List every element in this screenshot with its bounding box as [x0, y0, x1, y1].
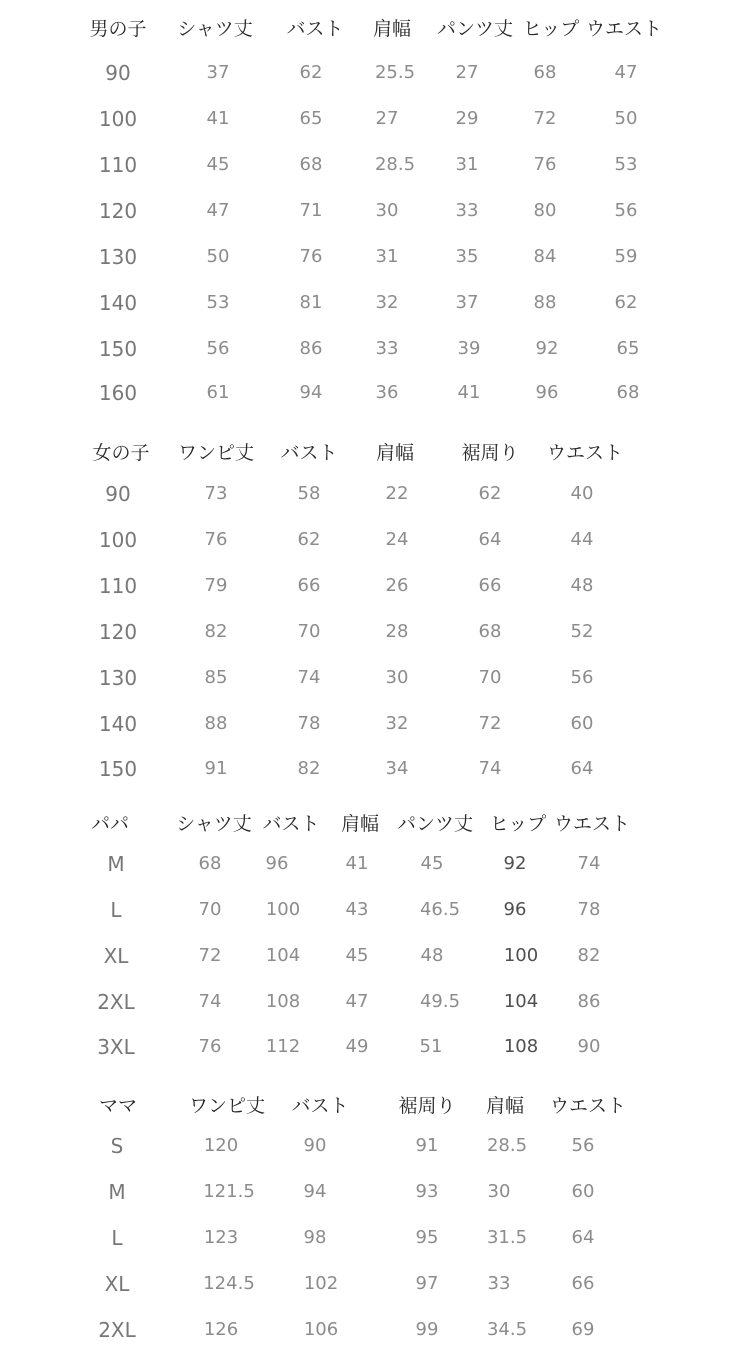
table-cell: 56 — [571, 1135, 595, 1156]
table-cell: 106 — [303, 1319, 339, 1340]
girls-header-dress-length: ワンピ丈 — [177, 442, 255, 464]
table-cell: 28 — [385, 621, 409, 642]
table-cell: 78 — [297, 713, 321, 734]
table-cell: 70 — [478, 667, 502, 688]
size-label: 140 — [98, 712, 138, 736]
table-row — [0, 982, 750, 1022]
table-cell: 74 — [198, 991, 222, 1012]
table-cell: 79 — [204, 575, 228, 596]
papa-header-waist: ウエスト — [553, 813, 631, 835]
table-cell: 74 — [577, 853, 601, 874]
table-cell: 82 — [204, 621, 228, 642]
table-cell: 90 — [577, 1036, 601, 1057]
size-label: 3XL — [97, 1035, 135, 1059]
table-cell: 91 — [415, 1135, 439, 1156]
table-cell: 48 — [420, 945, 444, 966]
table-row — [0, 373, 750, 413]
table-cell: 102 — [303, 1273, 339, 1294]
table-cell: 68 — [478, 621, 502, 642]
table-cell: 59 — [614, 246, 638, 267]
size-label: 140 — [98, 291, 138, 315]
table-cell: 47 — [614, 62, 638, 83]
table-cell: 41 — [457, 382, 481, 403]
table-cell: 73 — [204, 483, 228, 504]
table-row — [0, 474, 750, 514]
table-cell: 26 — [385, 575, 409, 596]
boys-header-pants-length: パンツ丈 — [436, 18, 514, 40]
table-cell: 45 — [345, 945, 369, 966]
girls-header-bust: バスト — [280, 442, 338, 464]
table-cell: 37 — [455, 292, 479, 313]
table-cell: 68 — [198, 853, 222, 874]
table-cell: 60 — [571, 1181, 595, 1202]
table-row — [0, 99, 750, 139]
table-cell: 78 — [577, 899, 601, 920]
size-label: 100 — [98, 528, 138, 552]
table-cell: 44 — [570, 529, 594, 550]
table-row — [0, 1218, 750, 1258]
size-label: 100 — [98, 107, 138, 131]
table-row — [0, 704, 750, 744]
table-cell: 64 — [478, 529, 502, 550]
table-cell: 90 — [303, 1135, 327, 1156]
table-cell: 92 — [535, 338, 559, 359]
table-cell: 30 — [487, 1181, 511, 1202]
table-row — [0, 658, 750, 698]
size-label: 110 — [98, 574, 138, 598]
table-cell: 62 — [614, 292, 638, 313]
table-cell: 49.5 — [419, 991, 461, 1012]
table-cell: 56 — [614, 200, 638, 221]
table-cell: 96 — [535, 382, 559, 403]
table-cell: 68 — [616, 382, 640, 403]
size-label: 120 — [98, 620, 138, 644]
table-cell: 108 — [503, 1036, 539, 1057]
table-row — [0, 145, 750, 185]
table-cell: 76 — [198, 1036, 222, 1057]
table-cell: 72 — [478, 713, 502, 734]
table-cell: 29 — [455, 108, 479, 129]
table-cell: 28.5 — [374, 154, 416, 175]
table-row — [0, 1027, 750, 1067]
size-label: 2XL — [98, 1318, 136, 1342]
table-cell: 93 — [415, 1181, 439, 1202]
girls-header-hem: 裾周り — [461, 442, 519, 464]
table-row — [0, 191, 750, 231]
table-cell: 40 — [570, 483, 594, 504]
papa-header-bust: バスト — [262, 813, 320, 835]
table-cell: 126 — [203, 1319, 239, 1340]
table-row — [0, 53, 750, 93]
table-cell: 64 — [570, 758, 594, 779]
papa-header-pants-length: パンツ丈 — [396, 813, 474, 835]
table-cell: 48 — [570, 575, 594, 596]
table-cell: 68 — [299, 154, 323, 175]
table-cell: 36 — [375, 382, 399, 403]
table-cell: 37 — [206, 62, 230, 83]
table-cell: 86 — [577, 991, 601, 1012]
table-cell: 84 — [533, 246, 557, 267]
table-cell: 104 — [503, 991, 539, 1012]
size-label: L — [111, 1226, 123, 1250]
table-cell: 120 — [203, 1135, 239, 1156]
papa-header-hip: ヒップ — [489, 813, 547, 835]
table-cell: 43 — [345, 899, 369, 920]
boys-header-shoulder: 肩幅 — [372, 18, 412, 40]
table-cell: 69 — [571, 1319, 595, 1340]
table-cell: 97 — [415, 1273, 439, 1294]
table-cell: 70 — [198, 899, 222, 920]
mama-header-hem: 裾周り — [398, 1095, 456, 1117]
size-label: XL — [103, 944, 129, 968]
table-cell: 85 — [204, 667, 228, 688]
mama-header-bust: バスト — [291, 1095, 349, 1117]
table-cell: 65 — [616, 338, 640, 359]
table-cell: 30 — [385, 667, 409, 688]
table-cell: 31 — [455, 154, 479, 175]
girls-header-row — [0, 433, 750, 473]
table-cell: 88 — [533, 292, 557, 313]
table-cell: 95 — [415, 1227, 439, 1248]
table-cell: 56 — [570, 667, 594, 688]
size-label: XL — [104, 1272, 130, 1296]
table-cell: 53 — [614, 154, 638, 175]
table-cell: 66 — [571, 1273, 595, 1294]
size-label: 90 — [105, 61, 131, 85]
papa-header-row — [0, 804, 750, 844]
table-row — [0, 1126, 750, 1166]
table-cell: 96 — [503, 899, 527, 920]
table-cell: 72 — [198, 945, 222, 966]
table-cell: 31.5 — [486, 1227, 528, 1248]
table-cell: 60 — [570, 713, 594, 734]
table-cell: 33 — [375, 338, 399, 359]
table-cell: 99 — [415, 1319, 439, 1340]
table-row — [0, 1310, 750, 1350]
table-cell: 72 — [533, 108, 557, 129]
table-cell: 24 — [385, 529, 409, 550]
table-cell: 66 — [478, 575, 502, 596]
table-cell: 70 — [297, 621, 321, 642]
table-cell: 58 — [297, 483, 321, 504]
table-cell: 71 — [299, 200, 323, 221]
table-cell: 104 — [265, 945, 301, 966]
table-cell: 27 — [375, 108, 399, 129]
table-row — [0, 612, 750, 652]
table-cell: 94 — [303, 1181, 327, 1202]
table-cell: 53 — [206, 292, 230, 313]
table-cell: 100 — [265, 899, 301, 920]
table-cell: 100 — [503, 945, 539, 966]
table-cell: 123 — [203, 1227, 239, 1248]
table-cell: 82 — [577, 945, 601, 966]
table-cell: 30 — [375, 200, 399, 221]
size-label: 110 — [98, 153, 138, 177]
table-cell: 28.5 — [486, 1135, 528, 1156]
table-cell: 62 — [299, 62, 323, 83]
papa-header-title: パパ — [90, 813, 130, 835]
table-cell: 52 — [570, 621, 594, 642]
size-label: 150 — [98, 337, 138, 361]
boys-header-title: 男の子 — [89, 18, 147, 40]
table-row — [0, 890, 750, 930]
girls-header-waist: ウエスト — [546, 442, 624, 464]
table-cell: 76 — [299, 246, 323, 267]
table-cell: 91 — [204, 758, 228, 779]
table-cell: 33 — [487, 1273, 511, 1294]
table-cell: 41 — [206, 108, 230, 129]
girls-header-title: 女の子 — [92, 442, 150, 464]
table-cell: 46.5 — [419, 899, 461, 920]
table-row — [0, 749, 750, 789]
table-cell: 81 — [299, 292, 323, 313]
boys-header-shirt-length: シャツ丈 — [177, 18, 253, 40]
table-row — [0, 329, 750, 369]
table-row — [0, 1172, 750, 1212]
table-cell: 32 — [385, 713, 409, 734]
table-cell: 49 — [345, 1036, 369, 1057]
table-cell: 98 — [303, 1227, 327, 1248]
table-cell: 96 — [265, 853, 289, 874]
table-cell: 80 — [533, 200, 557, 221]
papa-header-shoulder: 肩幅 — [340, 813, 380, 835]
table-cell: 74 — [297, 667, 321, 688]
mama-header-shoulder: 肩幅 — [485, 1095, 525, 1117]
table-cell: 41 — [345, 853, 369, 874]
table-cell: 45 — [206, 154, 230, 175]
mama-header-waist: ウエスト — [549, 1095, 627, 1117]
table-cell: 32 — [375, 292, 399, 313]
mama-header-title: ママ — [98, 1095, 138, 1117]
table-cell: 74 — [478, 758, 502, 779]
table-cell: 76 — [204, 529, 228, 550]
table-cell: 47 — [206, 200, 230, 221]
size-label: S — [110, 1134, 124, 1158]
table-row — [0, 566, 750, 606]
boys-header-bust: バスト — [286, 18, 344, 40]
size-label: L — [110, 898, 122, 922]
table-cell: 50 — [614, 108, 638, 129]
table-cell: 39 — [457, 338, 481, 359]
table-cell: 61 — [206, 382, 230, 403]
table-cell: 33 — [455, 200, 479, 221]
table-cell: 31 — [375, 246, 399, 267]
table-cell: 68 — [533, 62, 557, 83]
table-cell: 86 — [299, 338, 323, 359]
table-cell: 108 — [265, 991, 301, 1012]
table-cell: 27 — [455, 62, 479, 83]
size-label: 130 — [98, 666, 138, 690]
size-label: M — [107, 852, 125, 876]
size-label: 90 — [105, 482, 131, 506]
table-cell: 62 — [297, 529, 321, 550]
table-cell: 94 — [299, 382, 323, 403]
table-cell: 45 — [420, 853, 444, 874]
table-row — [0, 237, 750, 277]
table-cell: 112 — [265, 1036, 301, 1057]
table-cell: 34 — [385, 758, 409, 779]
table-cell: 25.5 — [374, 62, 416, 83]
size-label: 2XL — [97, 990, 135, 1014]
table-cell: 50 — [206, 246, 230, 267]
table-row — [0, 520, 750, 560]
table-cell: 62 — [478, 483, 502, 504]
table-cell: 92 — [503, 853, 527, 874]
table-cell: 82 — [297, 758, 321, 779]
table-row — [0, 1264, 750, 1304]
papa-header-shirt-length: シャツ丈 — [176, 813, 252, 835]
table-cell: 65 — [299, 108, 323, 129]
size-label: 160 — [98, 381, 138, 405]
table-cell: 88 — [204, 713, 228, 734]
table-cell: 35 — [455, 246, 479, 267]
girls-header-shoulder: 肩幅 — [375, 442, 415, 464]
table-row — [0, 936, 750, 976]
table-cell: 56 — [206, 338, 230, 359]
mama-header-row — [0, 1086, 750, 1126]
boys-header-row — [0, 9, 750, 49]
table-cell: 121.5 — [203, 1181, 255, 1202]
boys-header-hip: ヒップ — [522, 18, 580, 40]
table-cell: 66 — [297, 575, 321, 596]
table-cell: 124.5 — [203, 1273, 255, 1294]
table-row — [0, 844, 750, 884]
size-label: 120 — [98, 199, 138, 223]
size-label: 150 — [98, 757, 138, 781]
table-cell: 34.5 — [486, 1319, 528, 1340]
table-row — [0, 283, 750, 323]
table-cell: 51 — [419, 1036, 443, 1057]
mama-header-dress-length: ワンピ丈 — [188, 1095, 266, 1117]
table-cell: 22 — [385, 483, 409, 504]
size-label: M — [108, 1180, 126, 1204]
table-cell: 64 — [571, 1227, 595, 1248]
size-label: 130 — [98, 245, 138, 269]
table-cell: 47 — [345, 991, 369, 1012]
table-cell: 76 — [533, 154, 557, 175]
boys-header-waist: ウエスト — [585, 18, 663, 40]
